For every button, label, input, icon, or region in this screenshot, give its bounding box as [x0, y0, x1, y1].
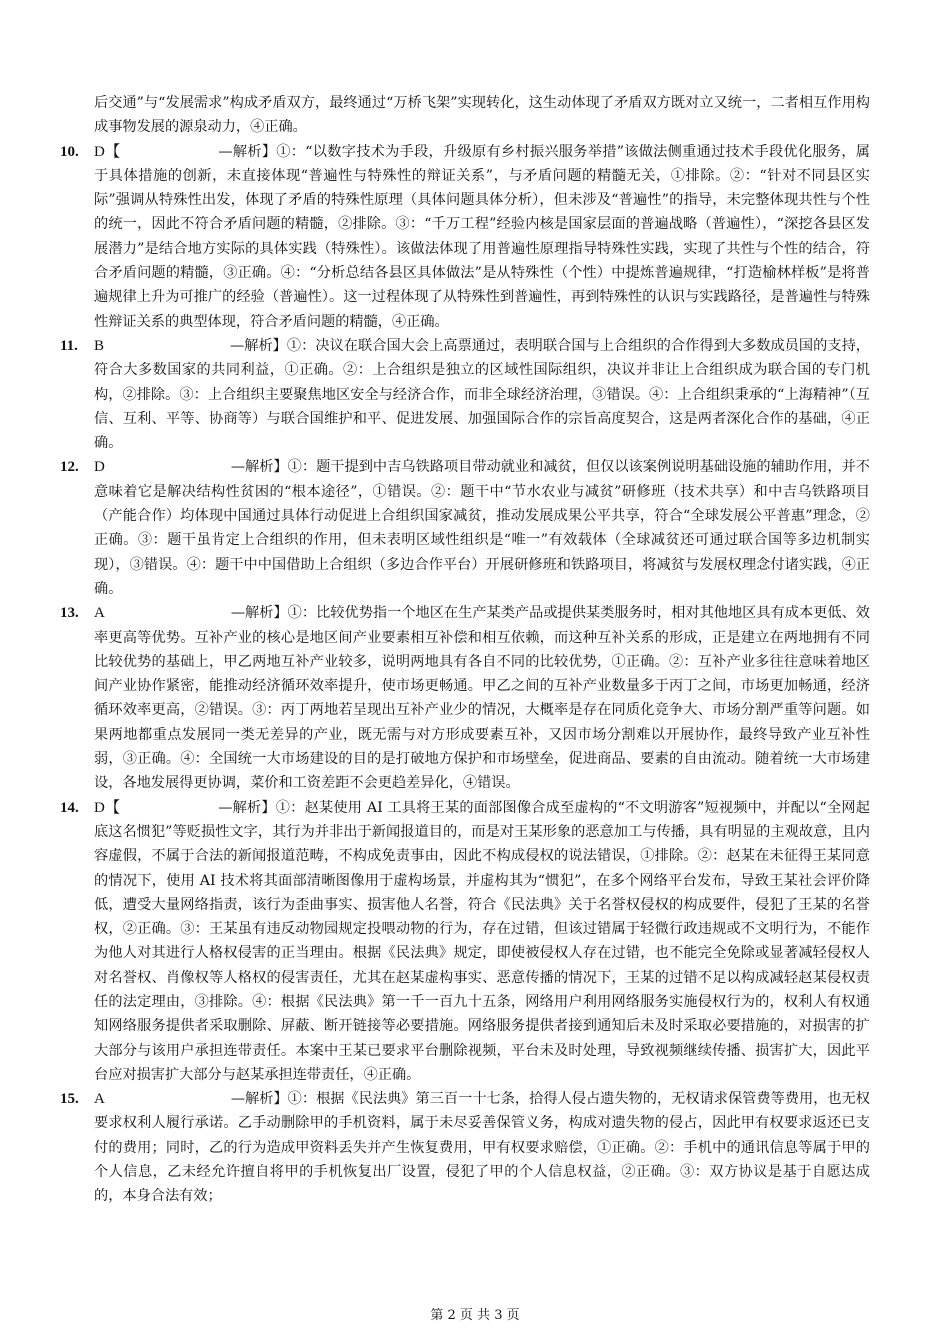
- question-number: 13.: [60, 605, 79, 622]
- question-14: [60, 796, 870, 1088]
- answer-letter: D: [94, 459, 105, 476]
- analysis-text: ①：“以数字技术为手段，升级原有乡村振兴服务举措”该做法侧重通过技术手段优化服务，属于具体措施的创新，未直接体现“普遍性与特殊性的辩证关系”，与矛盾问题的精髓无关，①排除。②：“针对不同县区实际”强调从特殊性出发，体现了矛盾的特殊性原理（具体问题具体分析），但未涉及“普遍性”的指导，未完整体现共性与个性的统一，因此不符合矛盾问题的精髓，②排除。③：“千万工程”经验内核是国家层面的普遍战略（普遍性），“深挖各县区发展潜力”是结合地方实际的具体实践（特殊性）。该做法体现了用普遍性原理指导特殊性实践，实现了共性与个性的结合，符合矛盾问题的精髓，③正确。④：“分析总结各县区具体做法”是从特殊性（个性）中提炼普遍规律，“打造榆林样板”是将普遍规律上升为可推广的经验（普遍性）。这一过程体现了从特殊性到普遍性，再到特殊性的认识与实践路径，是普遍性与特殊性辩证关系的典型体现，符合矛盾问题的精髓，④正确。: [94, 143, 870, 330]
- intro-text: 后交通”与“发展需求”构成矛盾双方，最终通过“万桥飞架”实现转化，这生动体现了矛盾双方既对立又统一，二者相互作用构成事物发展的源泉动力，④正确。: [94, 95, 870, 136]
- question-10: [60, 140, 870, 334]
- analysis-label: —解析】: [218, 143, 277, 160]
- analysis-text: ①：赵某使用 AI 工具将王某的面部图像合成至虚构的“不文明游客”短视频中，并配以“全网起底这名惯犯”等贬损性文字，其行为并非出于新闻报道目的，而是对王某形象的恶意加工与传播，具有明显的主观故意，且内容虚假，不属于合法的新闻报道范畴，不构成免责事由，因此不构成侵权的说法错误，①排除。②：赵某在未征得王某同意的情况下，使用 AI 技术将其面部清晰图像用于虚构场景，并虚构其为“惯犯”，在多个网络平台发布，导致王某社会评价降低，遭受大量网络指责，该行为歪曲事实、损害他人名誉，符合《民法典》关于名誉权侵权的构成要件，侵犯了王某的名誉权，②正确。③：王某虽有违反动物园规定投喂动物的行为，存在过错，但该过错属于轻微行政违规或不文明行为，不能作为他人对其进行人格权侵害的正当理由。根据《民法典》规定，即使被侵权人存在过错，也不能完全免除或显著减轻侵权人对名誉权、肖像权等人格权的侵害责任，尤其在赵某虚构事实、恶意传播的情况下，王某的过错不足以构成减轻赵某侵权责任的法定理由，③排除。④：根据《民法典》第一千一百九十五条，网络用户利用网络服务实施侵权行为的，权利人有权通知网络服务提供者采取删除、屏蔽、断开链接等必要措施。网络服务提供者接到通知后未及时采取必要措施的，对损害的扩大部分与该用户承担连带责任。本案中王某已要求平台删除视频，平台未及时处理，导致视频继续传播、损害扩大，因此平台应对损害扩大部分与赵某承担连带责任，④正确。: [94, 799, 870, 1083]
- analysis-text: ①：题干提到中吉乌铁路项目带动就业和减贫，但仅以该案例说明基础设施的辅助作用，并不意味着它是解决结构性贫困的“根本途径”，①错误。②：题干中“节水农业与减贫”研修班（技术共享）和中吉乌铁路项目（产能合作）均体现中国通过具体行动促进上合组织国家减贫，推动发展成果公平共享，符合“全球发展公平普惠”理念，②正确。③：题干虽肯定上合组织的作用，但未表明区域性组织是“唯一”有效载体（全球减贫还可通过联合国等多边机制实现），③错误。④：题干中中国借助上合组织（多边合作平台）开展研修班和铁路项目，将减贫与发展权理念付诸实践，④正确。: [94, 459, 870, 597]
- answer-letter: D【: [94, 143, 121, 160]
- analysis-label: —解析】: [230, 337, 287, 354]
- answer-letter: B: [94, 337, 105, 354]
- answer-letter: A: [94, 605, 105, 622]
- intro-paragraph: [94, 91, 870, 140]
- question-number: 10.: [60, 143, 79, 160]
- question-number: 15.: [60, 1091, 79, 1108]
- question-number: 11.: [60, 337, 78, 354]
- analysis-text: ①：比较优势指一个地区在生产某类产品或提供某类服务时，相对其他地区具有成本更低、效率更高等优势。互补产业的核心是地区间产业要素相互补偿和相互依赖，而这种互补关系的形成，正是建立在两地拥有不同比较优势的基础上，甲乙两地互补产业较多，说明两地具有各自不同的比较优势，①正确。②：互补产业多往往意味着地区间产业协作紧密，能推动经济循环效率提升，使市场更畅通。甲乙之间的互补产业数量多于丙丁之间，市场更加畅通，经济循环效率更高，②错误。③：丙丁两地若呈现出互补产业少的情况，大概率是存在同质化竞争大、市场分割严重等问题。如果两地都重点发展同一类无差异的产业，既无需与对方形成要素互补，又因市场分割难以开展协作，最终导致产业互补性弱，③正确。④：全国统一大市场建设的目的是打破地方保护和市场壁垒，促进商品、要素的自由流动。随着统一大市场建设，各地发展得更协调，菜价和工资差距不会更趋差异化，④错误。: [94, 605, 870, 792]
- question-11: [60, 334, 870, 455]
- question-15: [60, 1087, 870, 1208]
- answer-letter: A: [94, 1091, 105, 1108]
- answer-letter: D【: [94, 799, 121, 816]
- analysis-text: ①：根据《民法典》第三百一十七条，拾得人侵占遗失物的，无权请求保管费等费用，也无权要求权利人履行承诺。乙手动删除甲的手机资料，属于未尽妥善保管义务，构成对遗失物的侵占，因此甲有权要求返还已支付的费用；同时，乙的行为造成甲资料丢失并产生恢复费用，甲有权要求赔偿，①正确。②：手机中的通讯信息等属于甲的个人信息，乙未经允许擅自将甲的手机恢复出厂设置，侵犯了甲的个人信息权益，②正确。③：双方协议是基于自愿达成的，本身合法有效；: [94, 1091, 870, 1205]
- analysis-label: —解析】: [230, 1091, 288, 1108]
- analysis-label: —解析】: [218, 799, 276, 816]
- page-footer: 第 2 页 共 3 页: [430, 1308, 520, 1323]
- analysis-text: ①：决议在联合国大会上高票通过，表明联合国与上合组织的合作得到大多数成员国的支持，符合大多数国家的共同利益，①正确。②：上合组织是独立的区域性国际组织，决议并非让上合组织成为联合国的专门机构，②排除。③：上合组织主要聚焦地区安全与经济合作，而非全球经济治理，③错误。④：上合组织秉承的“上海精神”（互信、互利、平等、协商等）与联合国维护和平、促进发展、加强国际合作的宗旨高度契合，这是两者深化合作的基础，④正确。: [94, 337, 870, 452]
- question-number: 12.: [60, 459, 79, 476]
- analysis-label: —解析】: [230, 459, 288, 476]
- question-12: [60, 455, 870, 601]
- answer-explanations: [60, 91, 870, 1209]
- question-13: [60, 601, 870, 795]
- analysis-label: —解析】: [230, 605, 288, 622]
- question-number: 14.: [60, 799, 79, 816]
